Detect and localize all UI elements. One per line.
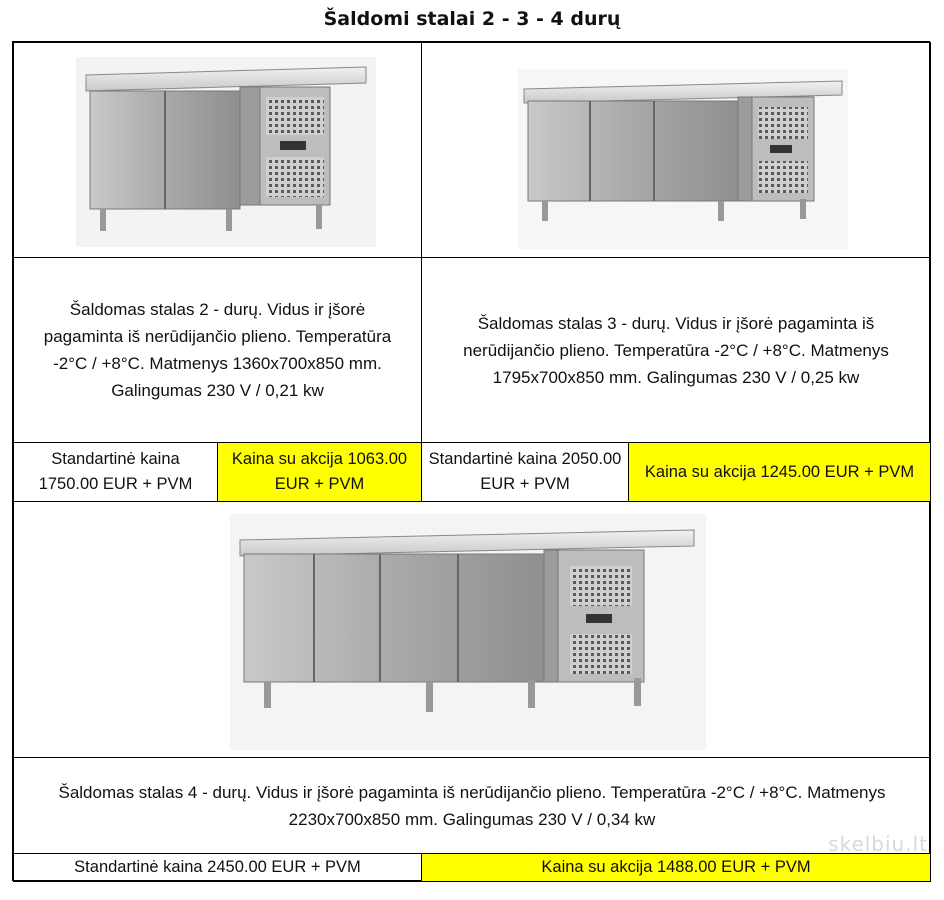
standard-price-4-door: Standartinė kaina 2450.00 EUR + PVM [13,853,422,882]
refrigerated-table-2-door-icon [76,57,376,247]
watermark-text: skelbiu.lt [828,832,928,856]
product-image-cell-2-door [13,42,422,258]
product-image-cell-4-door [13,501,931,758]
product-description-4-door: Šaldomas stalas 4 - durų. Vidus ir įšorė pagaminta iš nerūdijančio plieno. Temperatūra -2°C / +8°C. Matmenys 2230x700x850 mm. Galingumas 230 V / 0,34 kw [13,757,931,854]
sale-price-2-door: Kaina su akcija 1063.00 EUR + PVM [217,442,422,502]
standard-price-3-door: Standartinė kaina 2050.00 EUR + PVM [421,442,629,502]
document-title: Šaldomi stalai 2 - 3 - 4 durų [323,8,621,30]
product-description-3-door: Šaldomas stalas 3 - durų. Vidus ir įšorė pagaminta iš nerūdijančio plieno. Temperatūra -2°C / +8°C. Matmenys 1795x700x850 mm. Galingumas 230 V / 0,25 kw [421,257,931,443]
sale-price-4-door: Kaina su akcija 1488.00 EUR + PVM [421,853,931,882]
sale-price-3-door: Kaina su akcija 1245.00 EUR + PVM [628,442,931,502]
product-description-2-door: Šaldomas stalas 2 - durų. Vidus ir įšorė pagaminta iš nerūdijančio plieno. Temperatūra -2°C / +8°C. Matmenys 1360x700x850 mm. Galingumas 230 V / 0,21 kw [13,257,422,443]
refrigerated-table-3-door-icon [518,69,848,249]
product-table [12,41,930,881]
standard-price-2-door: Standartinė kaina 1750.00 EUR + PVM [13,442,218,502]
refrigerated-table-4-door-icon [230,514,706,750]
product-image-cell-3-door [421,42,931,258]
